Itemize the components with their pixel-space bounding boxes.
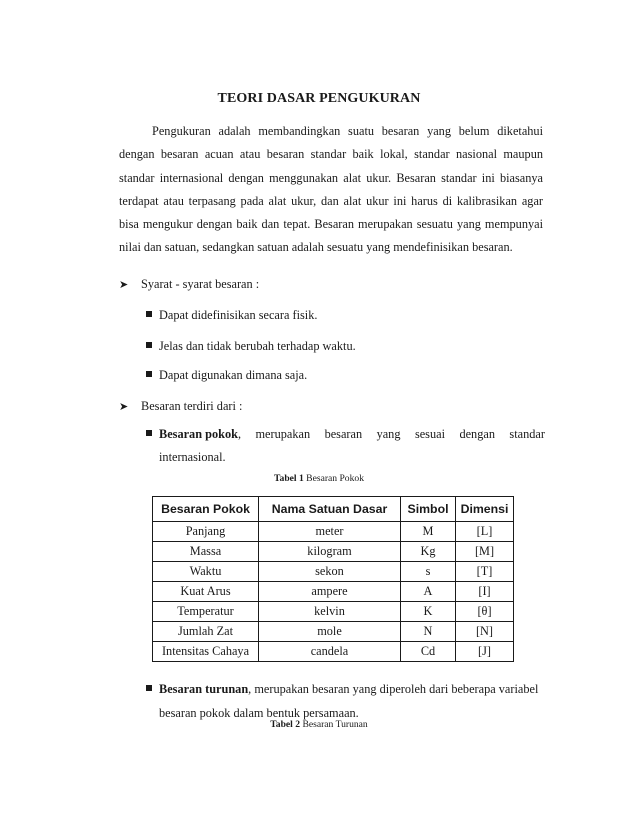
page-title: TEORI DASAR PENGUKURAN (217, 91, 421, 106)
table-cell: N (401, 622, 456, 642)
square-bullet-icon (146, 371, 152, 377)
table-cell: A (401, 582, 456, 602)
table-cell: ampere (259, 582, 401, 602)
table-row (153, 622, 514, 642)
table-header: Simbol (401, 497, 456, 522)
table-row (153, 602, 514, 622)
table-cell: Kg (401, 542, 456, 562)
table-header: Dimensi (456, 497, 514, 522)
besaran-pokok-line: Besaran pokok, merupakan besaran yang sesuai dengan standar (146, 423, 545, 447)
table-cell: sekon (259, 562, 401, 582)
table-cell: Massa (153, 542, 259, 562)
table-cell: s (401, 562, 456, 582)
table-row (153, 522, 514, 542)
table-header-row (153, 497, 514, 522)
pokok-word: yang (376, 427, 401, 441)
terdiri-heading: Besaran terdiri dari : (141, 399, 243, 413)
table-cell: [T] (456, 562, 514, 582)
table-row (153, 582, 514, 602)
besaran-turunan-term: Besaran turunan (159, 682, 249, 696)
table-cell: K (401, 602, 456, 622)
table-cell: Waktu (153, 562, 259, 582)
besaran-pokok-term: Besaran pokok (159, 427, 238, 441)
table-cell: [M] (456, 542, 514, 562)
table-cell: candela (259, 642, 401, 662)
table-row (153, 542, 514, 562)
table-cell: Jumlah Zat (153, 622, 259, 642)
table-cell: Temperatur (153, 602, 259, 622)
syarat-item: Dapat didefinisikan secara fisik. (146, 308, 317, 323)
table-cell: [J] (456, 642, 514, 662)
table-cell: kilogram (259, 542, 401, 562)
besaran-pokok-cont: internasional. (159, 450, 226, 464)
intro-text: Pengukuran adalah membandingkan suatu besaran yang belum diketahui dengan besaran acuan atau besaran standar baik lokal, standar nasional maupun standar internasional dengan menggunakan alat ukur. Besaran standar ini biasanya terdapat atau terpasang pada alat ukur, dan alat ukur ini harus di kalibrasikan agar bisa mengukur dengan baik dan tepat. Besaran merupakan sesuatu yang mempunyai nilai dan satuan, sedangkan satuan adalah sesuatu yang mendefinisikan besaran. (119, 124, 543, 255)
table-cell: mole (259, 622, 401, 642)
square-bullet-icon (146, 311, 152, 317)
square-bullet-icon (146, 430, 152, 436)
syarat-heading: Syarat - syarat besaran : (141, 277, 260, 291)
table-cell: Cd (401, 642, 456, 662)
syarat-item: Jelas dan tidak berubah terhadap waktu. (146, 339, 356, 354)
syarat-heading-row (119, 277, 259, 292)
pokok-word: merupakan (255, 427, 311, 441)
pokok-word: sesuai (414, 427, 445, 441)
table-header: Nama Satuan Dasar (259, 497, 401, 522)
table-cell: kelvin (259, 602, 401, 622)
table-cell: [θ] (456, 602, 514, 622)
table-cell: [I] (456, 582, 514, 602)
square-bullet-icon (146, 342, 152, 348)
besaran-turunan-item: Besaran turunan, merupakan besaran yang diperoleh dari beberapa variabel besaran pokok dalam bentuk persamaan. (146, 678, 545, 725)
table-row (153, 642, 514, 662)
table-cell: [L] (456, 522, 514, 542)
pokok-word: standar (509, 427, 545, 441)
besaran-pokok-table (152, 496, 514, 662)
table1-caption: Tabel 1 Besaran Pokok (274, 473, 364, 484)
table-row (153, 562, 514, 582)
table-cell: Kuat Arus (153, 582, 259, 602)
table-cell: Panjang (153, 522, 259, 542)
terdiri-heading-row (119, 399, 242, 414)
intro-paragraph (119, 120, 543, 260)
arrow-bullet-icon: ➤ (119, 401, 129, 413)
pokok-word: dengan (459, 427, 495, 441)
table-cell: meter (259, 522, 401, 542)
table2-caption: Tabel 2 Besaran Turunan (270, 719, 368, 730)
syarat-item: Dapat digunakan dimana saja. (146, 368, 307, 383)
table-cell: [N] (456, 622, 514, 642)
square-bullet-icon (146, 685, 152, 691)
pokok-word: besaran (324, 427, 363, 441)
table-cell: Intensitas Cahaya (153, 642, 259, 662)
table-cell: M (401, 522, 456, 542)
arrow-bullet-icon: ➤ (119, 279, 129, 291)
table-header: Besaran Pokok (153, 497, 259, 522)
